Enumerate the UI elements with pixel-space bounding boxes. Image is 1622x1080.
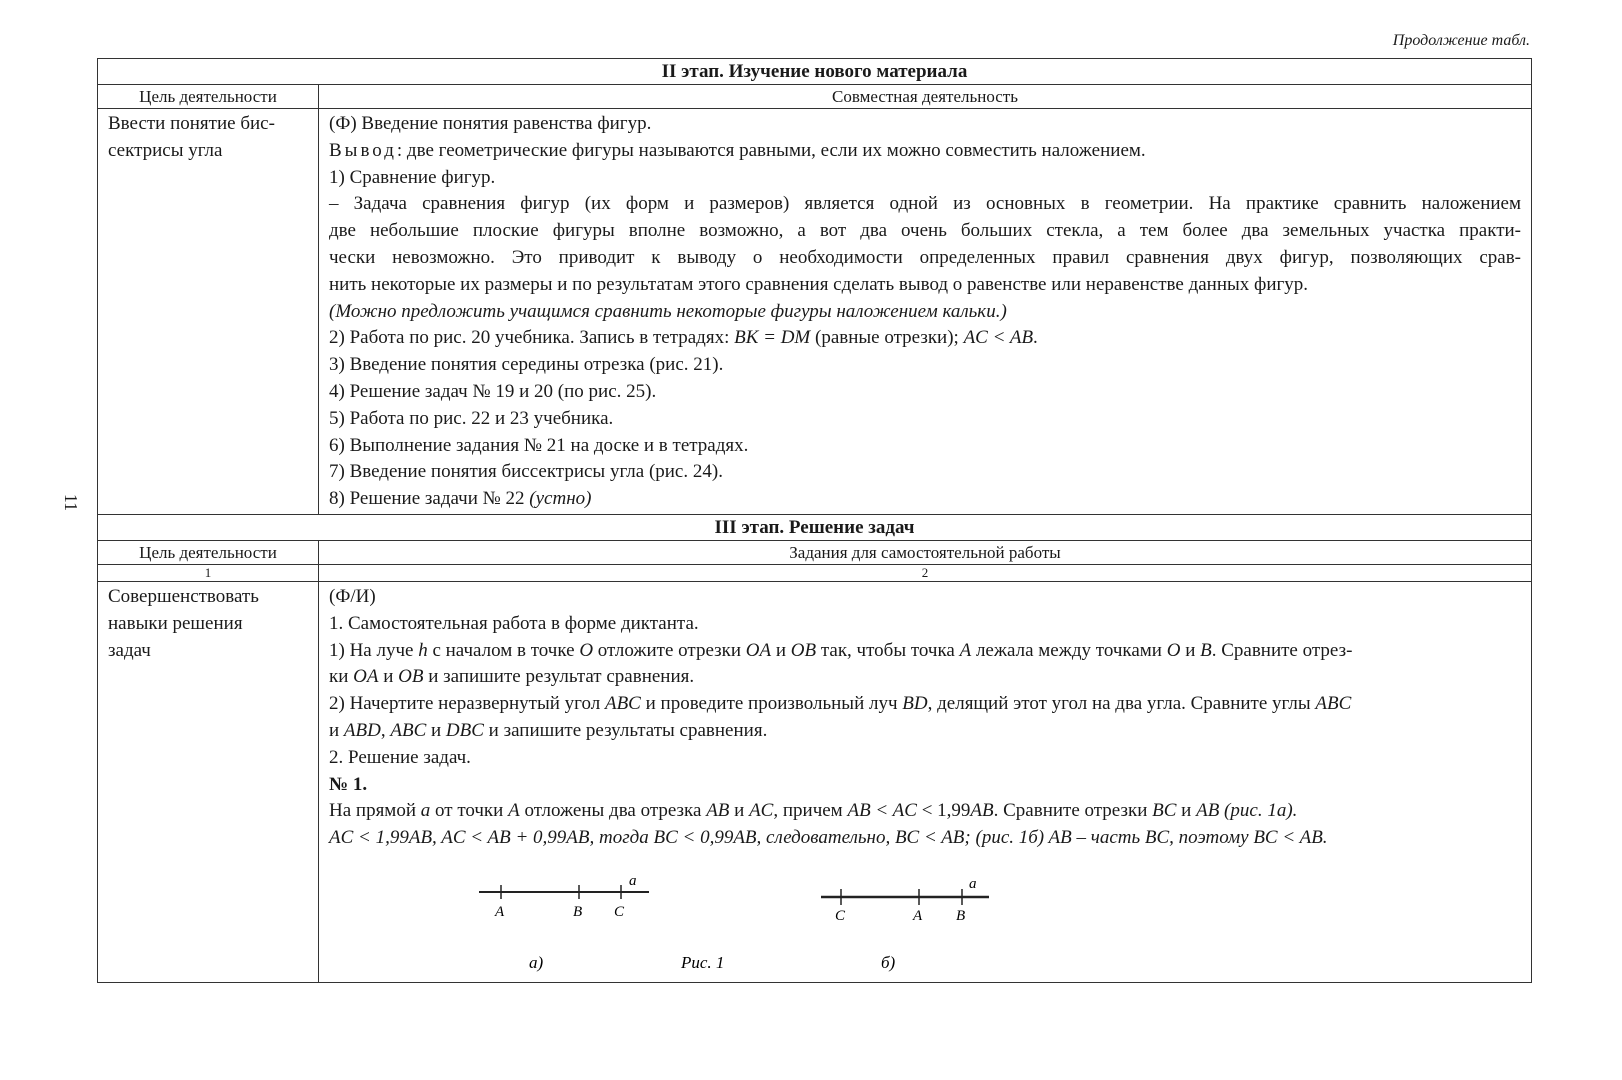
caption-b: б): [881, 952, 896, 972]
page-number: 11: [61, 493, 82, 512]
text-segment: OA: [353, 666, 379, 688]
text-segment: и: [378, 666, 399, 688]
stage2-goal: [98, 109, 319, 515]
text-segment: На прямой: [329, 800, 421, 822]
text-segment: 7) Введение понятия биссектрисы угла (рис. 24).: [329, 461, 723, 483]
stage3-col1-header: Цель деятельности: [98, 541, 319, 565]
text-line: [329, 406, 1521, 433]
text-segment: 1) На луче: [329, 639, 419, 661]
text-line: [329, 325, 1521, 352]
stage3-goal: [98, 582, 319, 983]
text-segment: BD: [902, 693, 928, 715]
text-segment: A: [959, 639, 972, 661]
text-segment: . Сравните отрез-: [1211, 639, 1353, 661]
line-label: a: [629, 872, 637, 889]
text-segment: ки: [329, 666, 354, 688]
text-segment: № 1.: [329, 773, 368, 795]
text-segment: 6) Выполнение задания № 21 на доске и в тетрадях.: [329, 434, 749, 456]
text-segment: лежала между точками: [971, 639, 1167, 661]
text-line: [329, 664, 1521, 691]
text-segment: и запишите результаты сравнения.: [483, 719, 768, 741]
stage3-col2-header: Задания для самостоятельной работы: [319, 541, 1532, 565]
text-segment: от точки: [430, 800, 509, 822]
text-segment: Вывод: [329, 139, 397, 161]
text-segment: ABC: [604, 693, 641, 715]
text-line: [329, 165, 1521, 192]
text-segment: чески невозможно. Это приводит к выводу о необходимости определенных правил сравнения двух фигур, позволяющих срав-: [329, 246, 1521, 268]
text-line: [329, 299, 1521, 326]
text-segment: .: [1033, 327, 1038, 349]
text-segment: AC < 1,99AB, AC < AB + 0,99AB, тогда BC < 0,99AB, следовательно, BC < AB; (рис. 1б) AB – часть BC, поэтому BC < AB.: [329, 827, 1328, 849]
text-segment: ,: [380, 719, 391, 741]
text-line: [329, 379, 1521, 406]
caption-a: а): [529, 952, 544, 972]
text-segment: (Ф/И): [329, 586, 376, 607]
text-segment: . Сравните отрезки: [993, 800, 1153, 822]
text-segment: a: [420, 800, 431, 822]
point-label: C: [614, 903, 625, 920]
text-segment: (Можно предложить учащимся сравнить некоторые фигуры наложением кальки.): [329, 300, 1007, 322]
text-line: [329, 611, 1521, 638]
text-line: [329, 584, 1521, 611]
text-line: [329, 638, 1521, 665]
text-segment: (равные отрезки);: [810, 327, 964, 349]
text-segment: OB: [398, 666, 424, 688]
point-label: B: [573, 903, 583, 920]
text-segment: BK = DM: [734, 327, 811, 349]
text-line: [329, 245, 1521, 272]
text-segment: 2) Начертите неразвернутый угол: [329, 693, 605, 715]
goal-line: навыки решения: [108, 612, 243, 634]
text-segment: 3) Введение понятия середины отрезка (рис. 21).: [329, 354, 724, 376]
point-label: A: [495, 903, 505, 920]
text-segment: AC < AB: [963, 327, 1034, 349]
text-line: [329, 111, 1521, 138]
text-segment: (Ф) Введение понятия равенства фигур.: [329, 113, 652, 134]
text-segment: с началом в точке: [427, 639, 580, 661]
column-number-1: 1: [98, 565, 319, 582]
text-segment: ABD: [343, 719, 381, 741]
text-segment: < 1,99: [916, 800, 971, 822]
text-segment: AB: [706, 800, 730, 822]
text-line: [329, 459, 1521, 486]
stage2-col1-header: Цель деятельности: [98, 85, 319, 109]
text-segment: O: [579, 639, 594, 661]
point-label: B: [956, 907, 966, 924]
text-segment: B: [1200, 639, 1212, 661]
text-segment: две небольшие плоские фигуры вполне возможно, а вот два очень больших стекла, а тем более два земельных участка практи-: [329, 220, 1521, 242]
stage3-tasks: [319, 582, 1532, 983]
column-number-2: 2: [319, 565, 1532, 582]
stage2-col2-header: Совместная деятельность: [319, 85, 1532, 109]
text-segment: и: [771, 639, 791, 661]
text-line: [329, 218, 1521, 245]
text-segment: h: [418, 639, 428, 661]
text-segment: ABC: [390, 719, 427, 741]
text-segment: 5) Работа по рис. 22 и 23 учебника.: [329, 407, 614, 429]
goal-line: задач: [108, 639, 151, 661]
text-segment: 2. Решение задач.: [329, 746, 471, 768]
text-line: [329, 745, 1521, 772]
figure-1b: [821, 876, 989, 972]
text-segment: A: [508, 800, 520, 822]
text-segment: нить некоторые их размеры и по результатам этого сравнения сделать вывод о равенстве или неравенстве данных фигур.: [329, 273, 1309, 295]
stage2-title: II этап. Изучение нового материала: [98, 59, 1532, 85]
text-segment: отложите отрезки: [593, 639, 746, 661]
text-segment: AB (рис. 1а).: [1196, 800, 1298, 822]
stage2-activity: [319, 109, 1532, 515]
text-segment: 4) Решение задач № 19 и 20 (по рис. 25).: [329, 380, 657, 402]
stage3-title: III этап. Решение задач: [98, 515, 1532, 541]
text-line: [329, 772, 1521, 799]
text-segment: и: [426, 719, 446, 741]
text-segment: OB: [790, 639, 817, 661]
figure-1a: [479, 873, 649, 972]
text-segment: ABC: [1315, 693, 1352, 715]
text-segment: (устно): [529, 488, 592, 510]
text-line: [329, 691, 1521, 718]
text-segment: 2) Работа по рис. 20 учебника. Запись в тетрадях:: [329, 327, 735, 349]
text-segment: AC: [749, 800, 774, 822]
text-segment: , причем: [773, 800, 848, 822]
text-line: [329, 272, 1521, 299]
text-segment: O: [1166, 639, 1181, 661]
text-line: [329, 352, 1521, 379]
continuation-note: Продолжение табл.: [1392, 32, 1530, 49]
text-segment: и проведите произвольный луч: [640, 693, 903, 715]
text-segment: AB < AC: [847, 800, 917, 822]
point-label: A: [913, 907, 923, 924]
text-segment: 8) Решение задачи № 22: [329, 488, 530, 510]
text-segment: , делящий этот угол на два угла. Сравните углы: [927, 693, 1316, 715]
text-line: [329, 433, 1521, 460]
point-label: C: [835, 907, 846, 924]
lesson-table: [97, 58, 1532, 983]
text-segment: AB: [970, 800, 994, 822]
text-line: [329, 191, 1521, 218]
line-label: a: [969, 875, 977, 892]
text-segment: 1. Самостоятельная работа в форме диктанта.: [329, 612, 699, 634]
text-segment: BC: [1152, 800, 1177, 822]
text-segment: и: [329, 719, 344, 741]
text-line: [329, 138, 1521, 165]
text-line: [329, 718, 1521, 745]
goal-line: Совершенствовать: [108, 586, 259, 607]
text-segment: DBC: [445, 719, 484, 741]
text-segment: и: [1176, 800, 1197, 822]
text-segment: так, чтобы точка: [816, 639, 960, 661]
text-segment: и: [729, 800, 750, 822]
text-line: [329, 825, 1521, 852]
figure-title: Рис. 1: [681, 952, 725, 972]
goal-line: Ввести понятие бис-: [108, 113, 275, 134]
text-segment: OA: [745, 639, 772, 661]
text-segment: отложены два отрезка: [519, 800, 707, 822]
goal-line: сектрисы угла: [108, 139, 223, 161]
text-segment: – Задача сравнения фигур (их форм и размеров) является одной из основных в геометрии. На практике сравнить наложением: [329, 193, 1521, 215]
figure-1-drawing: [329, 852, 1529, 982]
text-segment: 1) Сравнение фигур.: [329, 166, 496, 188]
text-line: [329, 798, 1521, 825]
text-line: [329, 486, 1521, 513]
text-segment: и: [1180, 639, 1201, 661]
text-segment: и запишите результат сравнения.: [423, 666, 695, 688]
figure-1: [329, 852, 1521, 982]
text-segment: : две геометрические фигуры называются равными, если их можно совместить наложением.: [396, 139, 1146, 161]
